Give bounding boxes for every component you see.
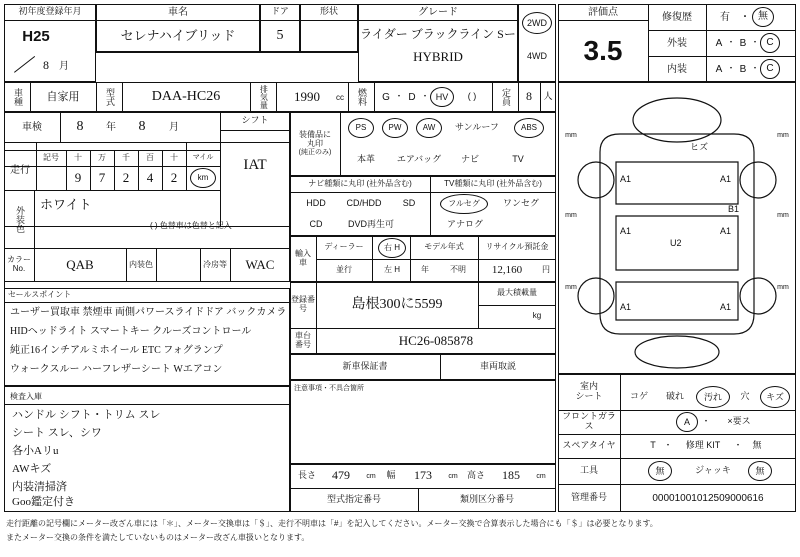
interior-color-label: 内装色 xyxy=(129,259,153,269)
inspection-month-value: 8 xyxy=(138,119,146,135)
grade-label: グレード xyxy=(418,6,458,18)
width-unit: cm xyxy=(448,473,458,481)
repair-yes[interactable]: 有 xyxy=(720,11,730,23)
use-label: 車種 xyxy=(12,88,23,106)
fuel-label: 燃料 xyxy=(356,88,367,106)
warranty-label[interactable]: 新車保証書 xyxy=(342,361,388,372)
shift-value: IAT xyxy=(243,156,267,173)
inspection-year-unit: 年 xyxy=(106,121,116,133)
first-reg-month-unit: 月 xyxy=(59,60,69,72)
mileage-col-2: 千 xyxy=(122,152,130,162)
model-name-value: セレナハイブリッド xyxy=(120,27,236,43)
shift-label: シフト xyxy=(241,115,269,126)
width-value: 173 xyxy=(414,468,432,483)
diagram-mm-1: mm xyxy=(565,212,577,220)
repair-sep: ・ xyxy=(740,11,750,23)
interior-yogore-selected[interactable] xyxy=(696,386,730,408)
recycle-label: リサイクル預託金 xyxy=(485,242,549,252)
capacity-value: 8 xyxy=(526,89,532,104)
navi-hdd[interactable]: HDD xyxy=(306,198,326,209)
svg-text:A1: A1 xyxy=(720,226,732,236)
drive-2wd-selected[interactable] xyxy=(522,12,552,34)
equip-ps-label: PS xyxy=(355,123,367,132)
repair-no-label: 無 xyxy=(758,11,768,22)
first-reg-label: 初年度登録年月 xyxy=(18,6,82,17)
room-label-line2: シート xyxy=(575,391,603,401)
navi-cd[interactable]: CD xyxy=(309,219,323,230)
use-value: 自家用 xyxy=(46,90,80,103)
first-reg-value: H25 xyxy=(22,27,50,45)
diagram-mm-2: mm xyxy=(565,284,577,292)
spare-kit[interactable]: 修理 KIT xyxy=(685,440,721,451)
navi-sd[interactable]: SD xyxy=(402,198,416,209)
svg-text:ヒズ: ヒズ xyxy=(690,142,709,152)
navi-title: ナビ種類に丸印 (社外品含む) xyxy=(308,178,412,188)
exterior-b[interactable]: B xyxy=(739,37,747,49)
footer-line-2: またメーター交換の条件を満たしていないものはメーター改ざん車扱いとなります。 xyxy=(6,533,310,542)
import-parallel[interactable]: 並行 xyxy=(336,265,352,275)
spare-t[interactable]: T xyxy=(650,440,656,451)
fuel-dot2: ・ xyxy=(420,91,430,102)
exterior-color-note: ( ) 色替車は色替と記入 xyxy=(150,220,232,230)
chassis-label xyxy=(290,328,316,354)
drive-2wd-label: 2WD xyxy=(527,17,547,28)
mileage-col-3: 百 xyxy=(146,152,154,162)
interior-kizu-label: キズ xyxy=(766,391,784,402)
mileage-col-4: 十 xyxy=(170,152,178,162)
exterior-label: 外装 xyxy=(667,37,687,49)
inspection-note-line-2: 各小Aリu xyxy=(12,444,59,457)
grade-value-line2: HYBRID xyxy=(413,48,463,64)
interior-kizu-selected[interactable] xyxy=(760,386,790,408)
height-label: 高さ xyxy=(466,470,485,481)
door-value: 5 xyxy=(276,28,284,44)
interior-c-label: C xyxy=(766,63,774,74)
equip-aw[interactable] xyxy=(416,118,442,138)
score-value: 3.5 xyxy=(583,34,623,66)
tools-label: 工具 xyxy=(579,465,598,476)
equipment-title-line2: 丸印 xyxy=(307,139,323,149)
registration-value: 島根300に5599 xyxy=(351,297,443,313)
mileage-digit-3: 4 xyxy=(146,169,154,185)
import-lh[interactable]: 左 H xyxy=(384,264,400,274)
recycle-unit: 円 xyxy=(542,265,550,275)
drive-4wd-label: 4WD xyxy=(527,51,547,62)
mileage-digit-0: 9 xyxy=(74,169,82,185)
displacement-unit: cc xyxy=(336,92,344,102)
ac-label: 冷房等 xyxy=(203,259,227,269)
chassis-value: HC26-085878 xyxy=(398,332,474,348)
selling-point-line-1: HIDヘッドライト スマートキー クルーズコントロール xyxy=(10,326,252,337)
mileage-marker-label: 記号 xyxy=(43,152,59,162)
recycle-value: 12,160 xyxy=(491,264,523,277)
equip-abs-label: ABS xyxy=(520,123,537,132)
score-label: 評価点 xyxy=(588,6,618,18)
mileage-digit-2: 2 xyxy=(122,169,130,185)
equip-pw[interactable] xyxy=(382,118,408,138)
length-label: 長さ xyxy=(297,470,316,481)
import-label-line1: 輸入 xyxy=(295,249,311,259)
model-year-unknown[interactable]: 不明 xyxy=(450,265,466,275)
capacity-unit: 人 xyxy=(543,91,553,102)
type-label: 型式 xyxy=(104,88,115,106)
equip-aw-label: AW xyxy=(422,123,436,132)
equip-pw-label: PW xyxy=(388,123,402,132)
interior-c-selected[interactable] xyxy=(760,59,780,79)
interior-label: 内装 xyxy=(667,63,687,75)
svg-text:A1: A1 xyxy=(720,174,732,184)
mileage-digit-1: 7 xyxy=(98,169,106,185)
spare-dot2: ・ xyxy=(733,440,743,451)
exterior-a[interactable]: A xyxy=(715,37,723,49)
interior-yabure[interactable]: 破れ xyxy=(665,391,684,402)
fuel-diesel[interactable]: D xyxy=(408,91,416,103)
fuel-hv-label: HV xyxy=(435,91,449,102)
inspection-month-unit: 月 xyxy=(169,121,179,133)
front-glass-label: フロントガラス xyxy=(562,411,616,431)
interior-yogore-label: 汚れ xyxy=(703,391,722,402)
type-value: DAA-HC26 xyxy=(151,89,221,105)
diagram-mm-4: mm xyxy=(777,212,789,220)
room-label-line1: 室内 xyxy=(579,381,598,392)
mileage-digit-4: 2 xyxy=(170,169,178,185)
spare-dot1: ・ xyxy=(663,440,673,451)
control-no-value: 00001001012509000616 xyxy=(652,492,764,504)
exterior-c-selected[interactable] xyxy=(760,33,780,53)
equip-sunroof-label[interactable]: サンルーフ xyxy=(455,122,499,133)
inspection-note-line-4: 内装清掃済 xyxy=(12,480,67,493)
class-no-label: 類別区分番号 xyxy=(459,494,514,505)
footer-line-1: 走行距離の記号欄にメーター改ざん車には「＊」、メーター交換車は「＄」、走行不明車は「#」を記入してください。メーター交換で合算表示した場合にも「＄」は必要となります。 xyxy=(6,519,658,528)
import-rh-selected[interactable] xyxy=(378,238,406,258)
import-rh-label: 右 H xyxy=(384,243,400,252)
exterior-color-label: 外装色 xyxy=(14,205,25,233)
navi-dvd[interactable]: DVD再生可 xyxy=(347,219,394,230)
tools-none-label: 無 xyxy=(655,465,665,476)
length-unit: cm xyxy=(366,473,376,481)
import-label-line2: 車 xyxy=(299,258,307,267)
control-no-label: 管理番号 xyxy=(570,492,607,503)
model-year-unit: 年 xyxy=(421,265,429,275)
diagram-mm-0: mm xyxy=(565,132,577,140)
equip-airbag-label[interactable]: エアバッグ xyxy=(396,154,442,165)
svg-text:A1: A1 xyxy=(620,174,632,184)
spare-none[interactable]: 無 xyxy=(752,440,762,451)
interior-ana[interactable]: 穴 xyxy=(740,391,750,402)
width-label: 幅 xyxy=(386,470,396,481)
color-no-label: カラーNo. xyxy=(7,255,31,273)
model-year-label: モデル年式 xyxy=(424,242,464,252)
svg-text:B1: B1 xyxy=(728,204,740,214)
fuel-other: ( ) xyxy=(467,91,477,102)
first-reg-month-value: 8 xyxy=(43,58,49,73)
grade-value-line1: ライダー ブラックライン Sー xyxy=(360,27,516,42)
mileage-unit-km-label: km xyxy=(197,173,209,182)
interior-sep2: ・ xyxy=(750,63,760,74)
inspection-label: 車検 xyxy=(22,121,42,133)
max-load-label: 最大積載量 xyxy=(497,288,537,298)
mileage-unit-mile: マイル xyxy=(192,154,214,162)
registration-label-line1: 登録番号 xyxy=(291,295,315,313)
inspection-notes-title: 検査入庫 xyxy=(10,391,42,401)
svg-text:A1: A1 xyxy=(620,226,632,236)
jack-none-selected[interactable] xyxy=(748,461,772,481)
type-no-label: 型式指定番号 xyxy=(326,494,381,505)
height-value: 185 xyxy=(502,468,520,483)
interior-a[interactable]: A xyxy=(715,63,723,75)
front-glass-x[interactable]: ×要ス xyxy=(727,416,751,427)
svg-text:A1: A1 xyxy=(620,302,632,312)
height-unit: cm xyxy=(536,473,546,481)
jack-label: ジャッキ xyxy=(695,465,731,476)
mileage-col-1: 万 xyxy=(98,152,106,162)
tools-none-selected[interactable] xyxy=(648,461,672,481)
displacement-value: 1990 xyxy=(294,88,320,104)
shape-label: 形状 xyxy=(319,6,338,17)
color-no-value: QAB xyxy=(66,256,94,272)
interior-b[interactable]: B xyxy=(739,63,747,75)
equipment-title-line1: 装備品に xyxy=(299,130,331,140)
equip-ps[interactable] xyxy=(348,118,374,138)
inspection-note-line-5: Goo鑑定付き xyxy=(12,495,75,508)
tv-analog[interactable]: アナログ xyxy=(446,219,483,230)
inspection-note-line-3: AWキズ xyxy=(12,462,52,475)
registration-label xyxy=(290,282,316,328)
caution-label: 注意事項・不具合箇所 xyxy=(294,385,364,393)
ac-value: WAC xyxy=(245,256,275,272)
inspection-note-line-0: ハンドル シフト・トリム スレ xyxy=(12,408,161,421)
car-diagram-svg xyxy=(560,84,794,372)
front-glass-a-label: A xyxy=(683,416,690,427)
svg-text:A1: A1 xyxy=(720,302,732,312)
import-label xyxy=(290,236,316,282)
selling-point-line-2: 純正16インチアルミホイール ETC フォグランプ xyxy=(10,345,223,356)
inspection-note-line-1: シート スレ、シワ xyxy=(12,426,102,439)
inspection-year-value: 8 xyxy=(76,119,84,135)
mileage-unit-km-selected[interactable] xyxy=(190,168,216,188)
fuel-hv-selected[interactable] xyxy=(430,87,454,107)
door-label: ドア xyxy=(271,6,289,17)
selling-point-line-0: ユーザー買取車 禁煙車 両側パワースライドドア バックカメラ xyxy=(10,307,287,318)
equip-leather-label[interactable]: 本革 xyxy=(356,154,375,165)
diagram-mm-5: mm xyxy=(777,284,789,292)
equipment-title xyxy=(290,112,340,176)
selling-point-line-3: ウォークスルー ハーフレザーシート Wエアコン xyxy=(10,364,223,375)
tv-title: TV種類に丸印 (社外品含む) xyxy=(444,178,542,188)
navi-cd-hdd[interactable]: CD/HDD xyxy=(346,198,382,209)
interior-koge[interactable]: コゲ xyxy=(629,391,648,402)
fuel-gasoline[interactable]: G xyxy=(382,91,390,103)
tv-fullseg-label: フルセグ xyxy=(448,199,480,208)
exterior-sep1: ・ xyxy=(726,37,736,48)
import-dealer[interactable]: ディーラー xyxy=(324,242,364,252)
capacity-label: 定員 xyxy=(500,88,511,106)
mileage-col-0: 十 xyxy=(74,152,82,162)
repair-label: 修復歴 xyxy=(662,11,692,23)
selling-points-title: セールスポイント xyxy=(8,289,72,299)
equip-navi-label[interactable]: ナビ xyxy=(460,154,479,165)
spare-tire-label: スペアタイヤ xyxy=(562,440,616,451)
mileage-label: 走行 xyxy=(10,164,30,176)
model-name-label: 車名 xyxy=(168,6,188,18)
equip-abs[interactable] xyxy=(514,118,544,138)
tv-oneseg[interactable]: ワンセグ xyxy=(502,198,539,209)
front-glass-a-selected[interactable] xyxy=(676,412,698,432)
exterior-sep2: ・ xyxy=(750,37,760,48)
repair-no-selected[interactable] xyxy=(752,7,774,27)
fuel-dot1: ・ xyxy=(394,91,404,102)
exterior-color-value: ホワイト xyxy=(40,196,92,212)
room-seat-label xyxy=(558,374,620,410)
chassis-label-line2: 番号 xyxy=(295,340,311,349)
front-glass-dot: ・ xyxy=(701,416,711,427)
manual-label[interactable]: 車両取説 xyxy=(479,361,516,372)
chassis-label-line1: 車台 xyxy=(295,331,311,341)
equip-tv-label[interactable]: TV xyxy=(512,154,524,165)
tv-fullseg-selected[interactable] xyxy=(440,194,488,214)
max-load-unit: kg xyxy=(532,311,542,321)
length-value: 479 xyxy=(332,468,350,483)
diagram-mm-3: mm xyxy=(777,132,789,140)
exterior-c-label: C xyxy=(766,37,774,48)
equipment-subtitle: (純正のみ) xyxy=(298,148,332,156)
svg-text:U2: U2 xyxy=(670,238,682,248)
jack-none-label: 無 xyxy=(755,465,765,476)
interior-sep1: ・ xyxy=(726,63,736,74)
displacement-label: 排気量 xyxy=(259,85,269,109)
